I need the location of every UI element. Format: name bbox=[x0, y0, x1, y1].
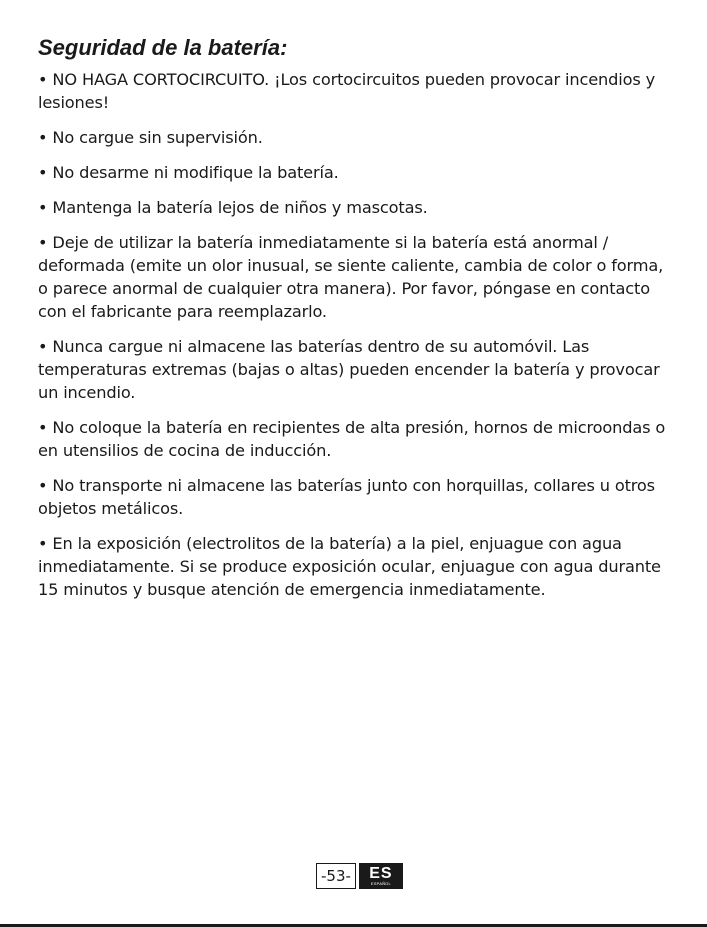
list-item bbox=[38, 126, 668, 149]
list-item bbox=[38, 474, 668, 520]
language-badge bbox=[359, 863, 403, 889]
list-item bbox=[38, 196, 668, 219]
bullet-icon: • bbox=[38, 233, 48, 252]
list-item-text: No cargue sin supervisión. bbox=[52, 128, 263, 147]
page-number: -53- bbox=[316, 863, 356, 889]
bullet-icon: • bbox=[38, 128, 48, 147]
list-item-text: Mantenga la batería lejos de niños y mascotas. bbox=[52, 198, 428, 217]
language-code: ES bbox=[369, 865, 393, 882]
list-item-text: No coloque la batería en recipientes de alta presión, hornos de microondas o en utensilios de cocina de inducción. bbox=[38, 418, 666, 460]
list-item bbox=[38, 231, 668, 323]
bullet-icon: • bbox=[38, 70, 48, 89]
list-item bbox=[38, 416, 668, 462]
list-item bbox=[38, 532, 668, 601]
list-item bbox=[38, 68, 668, 114]
list-item bbox=[38, 335, 668, 404]
list-item bbox=[38, 161, 668, 184]
safety-list bbox=[38, 68, 668, 601]
language-name: ESPAÑOL bbox=[370, 881, 391, 886]
list-item-text: Deje de utilizar la batería inmediatamente si la batería está anormal / deformada (emite un olor inusual, se siente caliente, cambia de color o forma, o parece anormal de cualquier otra manera). Por favor, póngase en contacto con el fabricante para reemplazarlo. bbox=[38, 233, 664, 321]
list-item-text: En la exposición (electrolitos de la batería) a la piel, enjuague con agua inmediatamente. Si se produce exposición ocular, enjuague con agua durante 15 minutos y busque atención de emergencia inmediatamente. bbox=[38, 534, 661, 599]
bullet-icon: • bbox=[38, 198, 48, 217]
page-footer bbox=[316, 863, 403, 889]
bullet-icon: • bbox=[38, 337, 48, 356]
bullet-icon: • bbox=[38, 476, 48, 495]
list-item-text: No desarme ni modifique la batería. bbox=[52, 163, 339, 182]
list-item-text: No transporte ni almacene las baterías junto con horquillas, collares u otros objetos metálicos. bbox=[38, 476, 655, 518]
bullet-icon: • bbox=[38, 163, 48, 182]
list-item-text: NO HAGA CORTOCIRCUITO. ¡Los cortocircuitos pueden provocar incendios y lesiones! bbox=[38, 70, 656, 112]
bullet-icon: • bbox=[38, 534, 48, 553]
page-title: Seguridad de la batería: bbox=[38, 35, 288, 60]
list-item-text: Nunca cargue ni almacene las baterías dentro de su automóvil. Las temperaturas extremas (bajas o altas) pueden encender la batería y provocar un incendio. bbox=[38, 337, 660, 402]
bullet-icon: • bbox=[38, 418, 48, 437]
document-body bbox=[38, 34, 668, 613]
